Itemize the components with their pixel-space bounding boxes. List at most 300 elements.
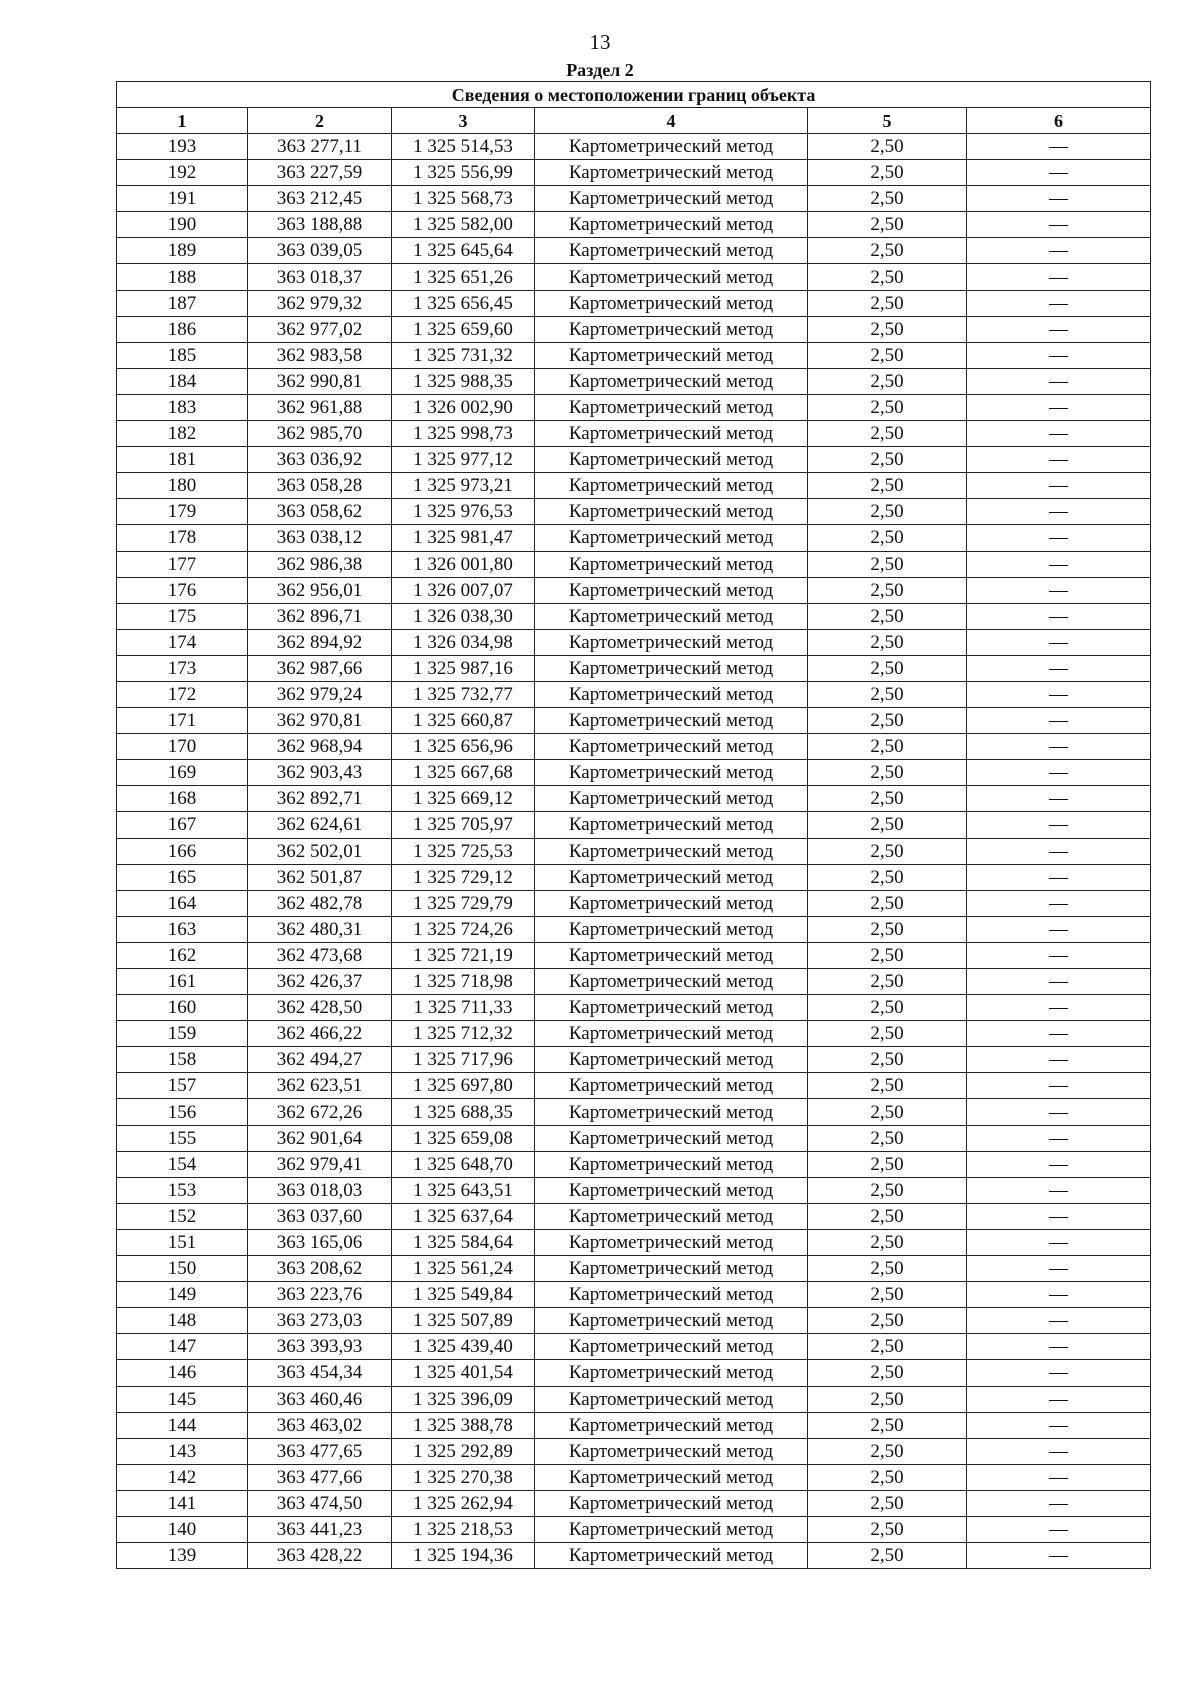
y-coordinate-cell: 1 325 688,35: [392, 1099, 535, 1125]
accuracy-cell: 2,50: [808, 1438, 967, 1464]
table-row: [117, 916, 1151, 942]
y-coordinate-cell: 1 325 711,33: [392, 995, 535, 1021]
y-coordinate-cell: 1 325 729,79: [392, 890, 535, 916]
method-cell: Картометрический метод: [535, 342, 808, 368]
accuracy-cell: 2,50: [808, 290, 967, 316]
accuracy-cell: 2,50: [808, 838, 967, 864]
y-coordinate-cell: 1 325 669,12: [392, 786, 535, 812]
method-cell: Картометрический метод: [535, 1438, 808, 1464]
note-cell: —: [967, 264, 1151, 290]
note-cell: —: [967, 864, 1151, 890]
table-row: [117, 681, 1151, 707]
accuracy-cell: 2,50: [808, 316, 967, 342]
accuracy-cell: 2,50: [808, 1099, 967, 1125]
note-cell: —: [967, 1516, 1151, 1542]
x-coordinate-cell: 362 480,31: [248, 916, 392, 942]
point-number-cell: 145: [117, 1386, 248, 1412]
y-coordinate-cell: 1 325 439,40: [392, 1334, 535, 1360]
table-row: [117, 1438, 1151, 1464]
x-coordinate-cell: 362 672,26: [248, 1099, 392, 1125]
method-cell: Картометрический метод: [535, 160, 808, 186]
table-row: [117, 1125, 1151, 1151]
point-number-cell: 168: [117, 786, 248, 812]
accuracy-cell: 2,50: [808, 447, 967, 473]
method-cell: Картометрический метод: [535, 290, 808, 316]
method-cell: Картометрический метод: [535, 1543, 808, 1569]
y-coordinate-cell: 1 325 556,99: [392, 160, 535, 186]
point-number-cell: 170: [117, 734, 248, 760]
y-coordinate-cell: 1 325 651,26: [392, 264, 535, 290]
x-coordinate-cell: 363 463,02: [248, 1412, 392, 1438]
point-number-cell: 152: [117, 1203, 248, 1229]
y-coordinate-cell: 1 325 718,98: [392, 969, 535, 995]
table-row: [117, 1021, 1151, 1047]
y-coordinate-cell: 1 325 988,35: [392, 368, 535, 394]
method-cell: Картометрический метод: [535, 942, 808, 968]
note-cell: —: [967, 421, 1151, 447]
note-cell: —: [967, 447, 1151, 473]
method-cell: Картометрический метод: [535, 916, 808, 942]
accuracy-cell: 2,50: [808, 160, 967, 186]
accuracy-cell: 2,50: [808, 1543, 967, 1569]
note-cell: —: [967, 1099, 1151, 1125]
point-number-cell: 140: [117, 1516, 248, 1542]
x-coordinate-cell: 362 986,38: [248, 551, 392, 577]
x-coordinate-cell: 362 426,37: [248, 969, 392, 995]
accuracy-cell: 2,50: [808, 525, 967, 551]
accuracy-cell: 2,50: [808, 551, 967, 577]
note-cell: —: [967, 342, 1151, 368]
x-coordinate-cell: 363 477,66: [248, 1464, 392, 1490]
point-number-cell: 183: [117, 394, 248, 420]
table-row: [117, 421, 1151, 447]
method-cell: Картометрический метод: [535, 238, 808, 264]
accuracy-cell: 2,50: [808, 1516, 967, 1542]
y-coordinate-cell: 1 325 659,08: [392, 1125, 535, 1151]
note-cell: —: [967, 525, 1151, 551]
accuracy-cell: 2,50: [808, 812, 967, 838]
note-cell: —: [967, 1151, 1151, 1177]
y-coordinate-cell: 1 325 194,36: [392, 1543, 535, 1569]
y-coordinate-cell: 1 325 977,12: [392, 447, 535, 473]
method-cell: Картометрический метод: [535, 838, 808, 864]
accuracy-cell: 2,50: [808, 1256, 967, 1282]
method-cell: Картометрический метод: [535, 969, 808, 995]
y-coordinate-cell: 1 325 401,54: [392, 1360, 535, 1386]
table-row: [117, 499, 1151, 525]
method-cell: Картометрический метод: [535, 1073, 808, 1099]
accuracy-cell: 2,50: [808, 681, 967, 707]
method-cell: Картометрический метод: [535, 786, 808, 812]
table-row: [117, 290, 1151, 316]
column-header: 4: [535, 108, 808, 134]
accuracy-cell: 2,50: [808, 1073, 967, 1099]
x-coordinate-cell: 363 273,03: [248, 1308, 392, 1334]
method-cell: Картометрический метод: [535, 264, 808, 290]
column-header: 6: [967, 108, 1151, 134]
method-cell: Картометрический метод: [535, 473, 808, 499]
x-coordinate-cell: 362 903,43: [248, 760, 392, 786]
point-number-cell: 177: [117, 551, 248, 577]
note-cell: —: [967, 1021, 1151, 1047]
table-row: [117, 238, 1151, 264]
y-coordinate-cell: 1 325 656,96: [392, 734, 535, 760]
table-row: [117, 864, 1151, 890]
note-cell: —: [967, 812, 1151, 838]
method-cell: Картометрический метод: [535, 603, 808, 629]
method-cell: Картометрический метод: [535, 681, 808, 707]
accuracy-cell: 2,50: [808, 890, 967, 916]
method-cell: Картометрический метод: [535, 186, 808, 212]
point-number-cell: 159: [117, 1021, 248, 1047]
note-cell: —: [967, 1229, 1151, 1255]
column-header: 3: [392, 108, 535, 134]
y-coordinate-cell: 1 326 038,30: [392, 603, 535, 629]
y-coordinate-cell: 1 325 396,09: [392, 1386, 535, 1412]
note-cell: —: [967, 577, 1151, 603]
table-row: [117, 812, 1151, 838]
point-number-cell: 166: [117, 838, 248, 864]
accuracy-cell: 2,50: [808, 708, 967, 734]
table-row: [117, 1412, 1151, 1438]
accuracy-cell: 2,50: [808, 995, 967, 1021]
y-coordinate-cell: 1 325 725,53: [392, 838, 535, 864]
table-row: [117, 368, 1151, 394]
method-cell: Картометрический метод: [535, 812, 808, 838]
point-number-cell: 143: [117, 1438, 248, 1464]
x-coordinate-cell: 362 466,22: [248, 1021, 392, 1047]
point-number-cell: 174: [117, 629, 248, 655]
boundary-table: [116, 81, 1151, 1569]
table-row: [117, 760, 1151, 786]
x-coordinate-cell: 362 894,92: [248, 629, 392, 655]
column-header: 5: [808, 108, 967, 134]
y-coordinate-cell: 1 325 717,96: [392, 1047, 535, 1073]
x-coordinate-cell: 363 428,22: [248, 1543, 392, 1569]
x-coordinate-cell: 363 393,93: [248, 1334, 392, 1360]
point-number-cell: 182: [117, 421, 248, 447]
accuracy-cell: 2,50: [808, 1282, 967, 1308]
x-coordinate-cell: 362 494,27: [248, 1047, 392, 1073]
method-cell: Картометрический метод: [535, 629, 808, 655]
point-number-cell: 173: [117, 655, 248, 681]
note-cell: —: [967, 551, 1151, 577]
table-row: [117, 786, 1151, 812]
method-cell: Картометрический метод: [535, 1021, 808, 1047]
point-number-cell: 180: [117, 473, 248, 499]
method-cell: Картометрический метод: [535, 1099, 808, 1125]
y-coordinate-cell: 1 326 034,98: [392, 629, 535, 655]
y-coordinate-cell: 1 325 656,45: [392, 290, 535, 316]
method-cell: Картометрический метод: [535, 525, 808, 551]
point-number-cell: 161: [117, 969, 248, 995]
table-row: [117, 1516, 1151, 1542]
x-coordinate-cell: 362 428,50: [248, 995, 392, 1021]
point-number-cell: 193: [117, 134, 248, 160]
accuracy-cell: 2,50: [808, 1360, 967, 1386]
note-cell: —: [967, 734, 1151, 760]
x-coordinate-cell: 363 188,88: [248, 212, 392, 238]
x-coordinate-cell: 363 165,06: [248, 1229, 392, 1255]
note-cell: —: [967, 316, 1151, 342]
accuracy-cell: 2,50: [808, 1229, 967, 1255]
point-number-cell: 156: [117, 1099, 248, 1125]
x-coordinate-cell: 363 208,62: [248, 1256, 392, 1282]
point-number-cell: 169: [117, 760, 248, 786]
accuracy-cell: 2,50: [808, 1386, 967, 1412]
y-coordinate-cell: 1 325 660,87: [392, 708, 535, 734]
table-row: [117, 1177, 1151, 1203]
accuracy-cell: 2,50: [808, 864, 967, 890]
method-cell: Картометрический метод: [535, 1203, 808, 1229]
accuracy-cell: 2,50: [808, 969, 967, 995]
y-coordinate-cell: 1 325 973,21: [392, 473, 535, 499]
y-coordinate-cell: 1 325 981,47: [392, 525, 535, 551]
method-cell: Картометрический метод: [535, 1177, 808, 1203]
point-number-cell: 163: [117, 916, 248, 942]
point-number-cell: 141: [117, 1490, 248, 1516]
table-row: [117, 1386, 1151, 1412]
table-row: [117, 1151, 1151, 1177]
method-cell: Картометрический метод: [535, 1334, 808, 1360]
page-number: 13: [589, 30, 611, 54]
point-number-cell: 191: [117, 186, 248, 212]
table-row: [117, 1256, 1151, 1282]
note-cell: —: [967, 1438, 1151, 1464]
table-row: [117, 212, 1151, 238]
point-number-cell: 187: [117, 290, 248, 316]
accuracy-cell: 2,50: [808, 1203, 967, 1229]
note-cell: —: [967, 942, 1151, 968]
method-cell: Картометрический метод: [535, 1412, 808, 1438]
y-coordinate-cell: 1 326 001,80: [392, 551, 535, 577]
point-number-cell: 150: [117, 1256, 248, 1282]
note-cell: —: [967, 1125, 1151, 1151]
table-row: [117, 1334, 1151, 1360]
point-number-cell: 139: [117, 1543, 248, 1569]
accuracy-cell: 2,50: [808, 342, 967, 368]
accuracy-cell: 2,50: [808, 629, 967, 655]
column-header: 2: [248, 108, 392, 134]
method-cell: Картометрический метод: [535, 134, 808, 160]
accuracy-cell: 2,50: [808, 577, 967, 603]
method-cell: Картометрический метод: [535, 577, 808, 603]
note-cell: —: [967, 838, 1151, 864]
method-cell: Картометрический метод: [535, 1125, 808, 1151]
y-coordinate-cell: 1 325 262,94: [392, 1490, 535, 1516]
table-row: [117, 160, 1151, 186]
table-row: [117, 655, 1151, 681]
point-number-cell: 147: [117, 1334, 248, 1360]
accuracy-cell: 2,50: [808, 499, 967, 525]
y-coordinate-cell: 1 325 584,64: [392, 1229, 535, 1255]
note-cell: —: [967, 1203, 1151, 1229]
point-number-cell: 189: [117, 238, 248, 264]
note-cell: —: [967, 368, 1151, 394]
accuracy-cell: 2,50: [808, 212, 967, 238]
x-coordinate-cell: 362 987,66: [248, 655, 392, 681]
accuracy-cell: 2,50: [808, 603, 967, 629]
point-number-cell: 171: [117, 708, 248, 734]
table-caption: Сведения о местоположении границ объекта: [117, 82, 1151, 108]
method-cell: Картометрический метод: [535, 1047, 808, 1073]
x-coordinate-cell: 363 038,12: [248, 525, 392, 551]
x-coordinate-cell: 363 058,28: [248, 473, 392, 499]
x-coordinate-cell: 362 970,81: [248, 708, 392, 734]
point-number-cell: 165: [117, 864, 248, 890]
y-coordinate-cell: 1 325 976,53: [392, 499, 535, 525]
section-title: Раздел 2: [566, 60, 634, 80]
y-coordinate-cell: 1 325 292,89: [392, 1438, 535, 1464]
table-row: [117, 1203, 1151, 1229]
point-number-cell: 192: [117, 160, 248, 186]
column-header: 1: [117, 108, 248, 134]
accuracy-cell: 2,50: [808, 734, 967, 760]
x-coordinate-cell: 363 039,05: [248, 238, 392, 264]
y-coordinate-cell: 1 325 697,80: [392, 1073, 535, 1099]
y-coordinate-cell: 1 325 712,32: [392, 1021, 535, 1047]
y-coordinate-cell: 1 325 667,68: [392, 760, 535, 786]
point-number-cell: 162: [117, 942, 248, 968]
method-cell: Картометрический метод: [535, 1490, 808, 1516]
note-cell: —: [967, 1490, 1151, 1516]
accuracy-cell: 2,50: [808, 1021, 967, 1047]
y-coordinate-cell: 1 325 705,97: [392, 812, 535, 838]
note-cell: —: [967, 1412, 1151, 1438]
method-cell: Картометрический метод: [535, 734, 808, 760]
method-cell: Картометрический метод: [535, 655, 808, 681]
x-coordinate-cell: 363 227,59: [248, 160, 392, 186]
note-cell: —: [967, 238, 1151, 264]
accuracy-cell: 2,50: [808, 1177, 967, 1203]
method-cell: Картометрический метод: [535, 1229, 808, 1255]
y-coordinate-cell: 1 325 218,53: [392, 1516, 535, 1542]
x-coordinate-cell: 362 968,94: [248, 734, 392, 760]
table-row: [117, 1047, 1151, 1073]
x-coordinate-cell: 363 454,34: [248, 1360, 392, 1386]
table-row: [117, 1308, 1151, 1334]
x-coordinate-cell: 363 223,76: [248, 1282, 392, 1308]
table-row: [117, 838, 1151, 864]
note-cell: —: [967, 969, 1151, 995]
accuracy-cell: 2,50: [808, 394, 967, 420]
x-coordinate-cell: 363 036,92: [248, 447, 392, 473]
point-number-cell: 151: [117, 1229, 248, 1255]
note-cell: —: [967, 1360, 1151, 1386]
accuracy-cell: 2,50: [808, 1334, 967, 1360]
note-cell: —: [967, 134, 1151, 160]
method-cell: Картометрический метод: [535, 551, 808, 577]
y-coordinate-cell: 1 325 507,89: [392, 1308, 535, 1334]
point-number-cell: 160: [117, 995, 248, 1021]
accuracy-cell: 2,50: [808, 368, 967, 394]
x-coordinate-cell: 362 624,61: [248, 812, 392, 838]
x-coordinate-cell: 362 482,78: [248, 890, 392, 916]
table-row: [117, 942, 1151, 968]
method-cell: Картометрический метод: [535, 394, 808, 420]
method-cell: Картометрический метод: [535, 316, 808, 342]
table-row: [117, 473, 1151, 499]
y-coordinate-cell: 1 325 732,77: [392, 681, 535, 707]
note-cell: —: [967, 394, 1151, 420]
table-row: [117, 1360, 1151, 1386]
x-coordinate-cell: 363 477,65: [248, 1438, 392, 1464]
note-cell: —: [967, 708, 1151, 734]
note-cell: —: [967, 1308, 1151, 1334]
method-cell: Картометрический метод: [535, 760, 808, 786]
method-cell: Картометрический метод: [535, 1282, 808, 1308]
accuracy-cell: 2,50: [808, 916, 967, 942]
x-coordinate-cell: 363 058,62: [248, 499, 392, 525]
x-coordinate-cell: 362 956,01: [248, 577, 392, 603]
method-cell: Картометрический метод: [535, 1256, 808, 1282]
table-row: [117, 342, 1151, 368]
table-row: [117, 629, 1151, 655]
x-coordinate-cell: 362 961,88: [248, 394, 392, 420]
accuracy-cell: 2,50: [808, 760, 967, 786]
x-coordinate-cell: 363 018,03: [248, 1177, 392, 1203]
x-coordinate-cell: 362 501,87: [248, 864, 392, 890]
table-row: [117, 134, 1151, 160]
method-cell: Картометрический метод: [535, 368, 808, 394]
accuracy-cell: 2,50: [808, 473, 967, 499]
table-row: [117, 1229, 1151, 1255]
point-number-cell: 175: [117, 603, 248, 629]
table-row: [117, 1490, 1151, 1516]
table-row: [117, 1099, 1151, 1125]
x-coordinate-cell: 362 623,51: [248, 1073, 392, 1099]
note-cell: —: [967, 655, 1151, 681]
note-cell: —: [967, 995, 1151, 1021]
method-cell: Картометрический метод: [535, 1464, 808, 1490]
table-row: [117, 969, 1151, 995]
point-number-cell: 164: [117, 890, 248, 916]
table-row: [117, 577, 1151, 603]
table-row: [117, 316, 1151, 342]
x-coordinate-cell: 362 896,71: [248, 603, 392, 629]
x-coordinate-cell: 363 277,11: [248, 134, 392, 160]
x-coordinate-cell: 363 441,23: [248, 1516, 392, 1542]
note-cell: —: [967, 1047, 1151, 1073]
table-row: [117, 551, 1151, 577]
accuracy-cell: 2,50: [808, 186, 967, 212]
y-coordinate-cell: 1 325 731,32: [392, 342, 535, 368]
x-coordinate-cell: 362 979,32: [248, 290, 392, 316]
point-number-cell: 149: [117, 1282, 248, 1308]
y-coordinate-cell: 1 325 514,53: [392, 134, 535, 160]
point-number-cell: 190: [117, 212, 248, 238]
accuracy-cell: 2,50: [808, 1047, 967, 1073]
point-number-cell: 181: [117, 447, 248, 473]
point-number-cell: 185: [117, 342, 248, 368]
accuracy-cell: 2,50: [808, 1308, 967, 1334]
method-cell: Картометрический метод: [535, 212, 808, 238]
note-cell: —: [967, 1073, 1151, 1099]
x-coordinate-cell: 363 018,37: [248, 264, 392, 290]
accuracy-cell: 2,50: [808, 421, 967, 447]
note-cell: —: [967, 473, 1151, 499]
note-cell: —: [967, 1386, 1151, 1412]
method-cell: Картометрический метод: [535, 708, 808, 734]
y-coordinate-cell: 1 325 729,12: [392, 864, 535, 890]
table-row: [117, 1464, 1151, 1490]
accuracy-cell: 2,50: [808, 1464, 967, 1490]
note-cell: —: [967, 760, 1151, 786]
point-number-cell: 178: [117, 525, 248, 551]
point-number-cell: 176: [117, 577, 248, 603]
table-row: [117, 447, 1151, 473]
point-number-cell: 144: [117, 1412, 248, 1438]
